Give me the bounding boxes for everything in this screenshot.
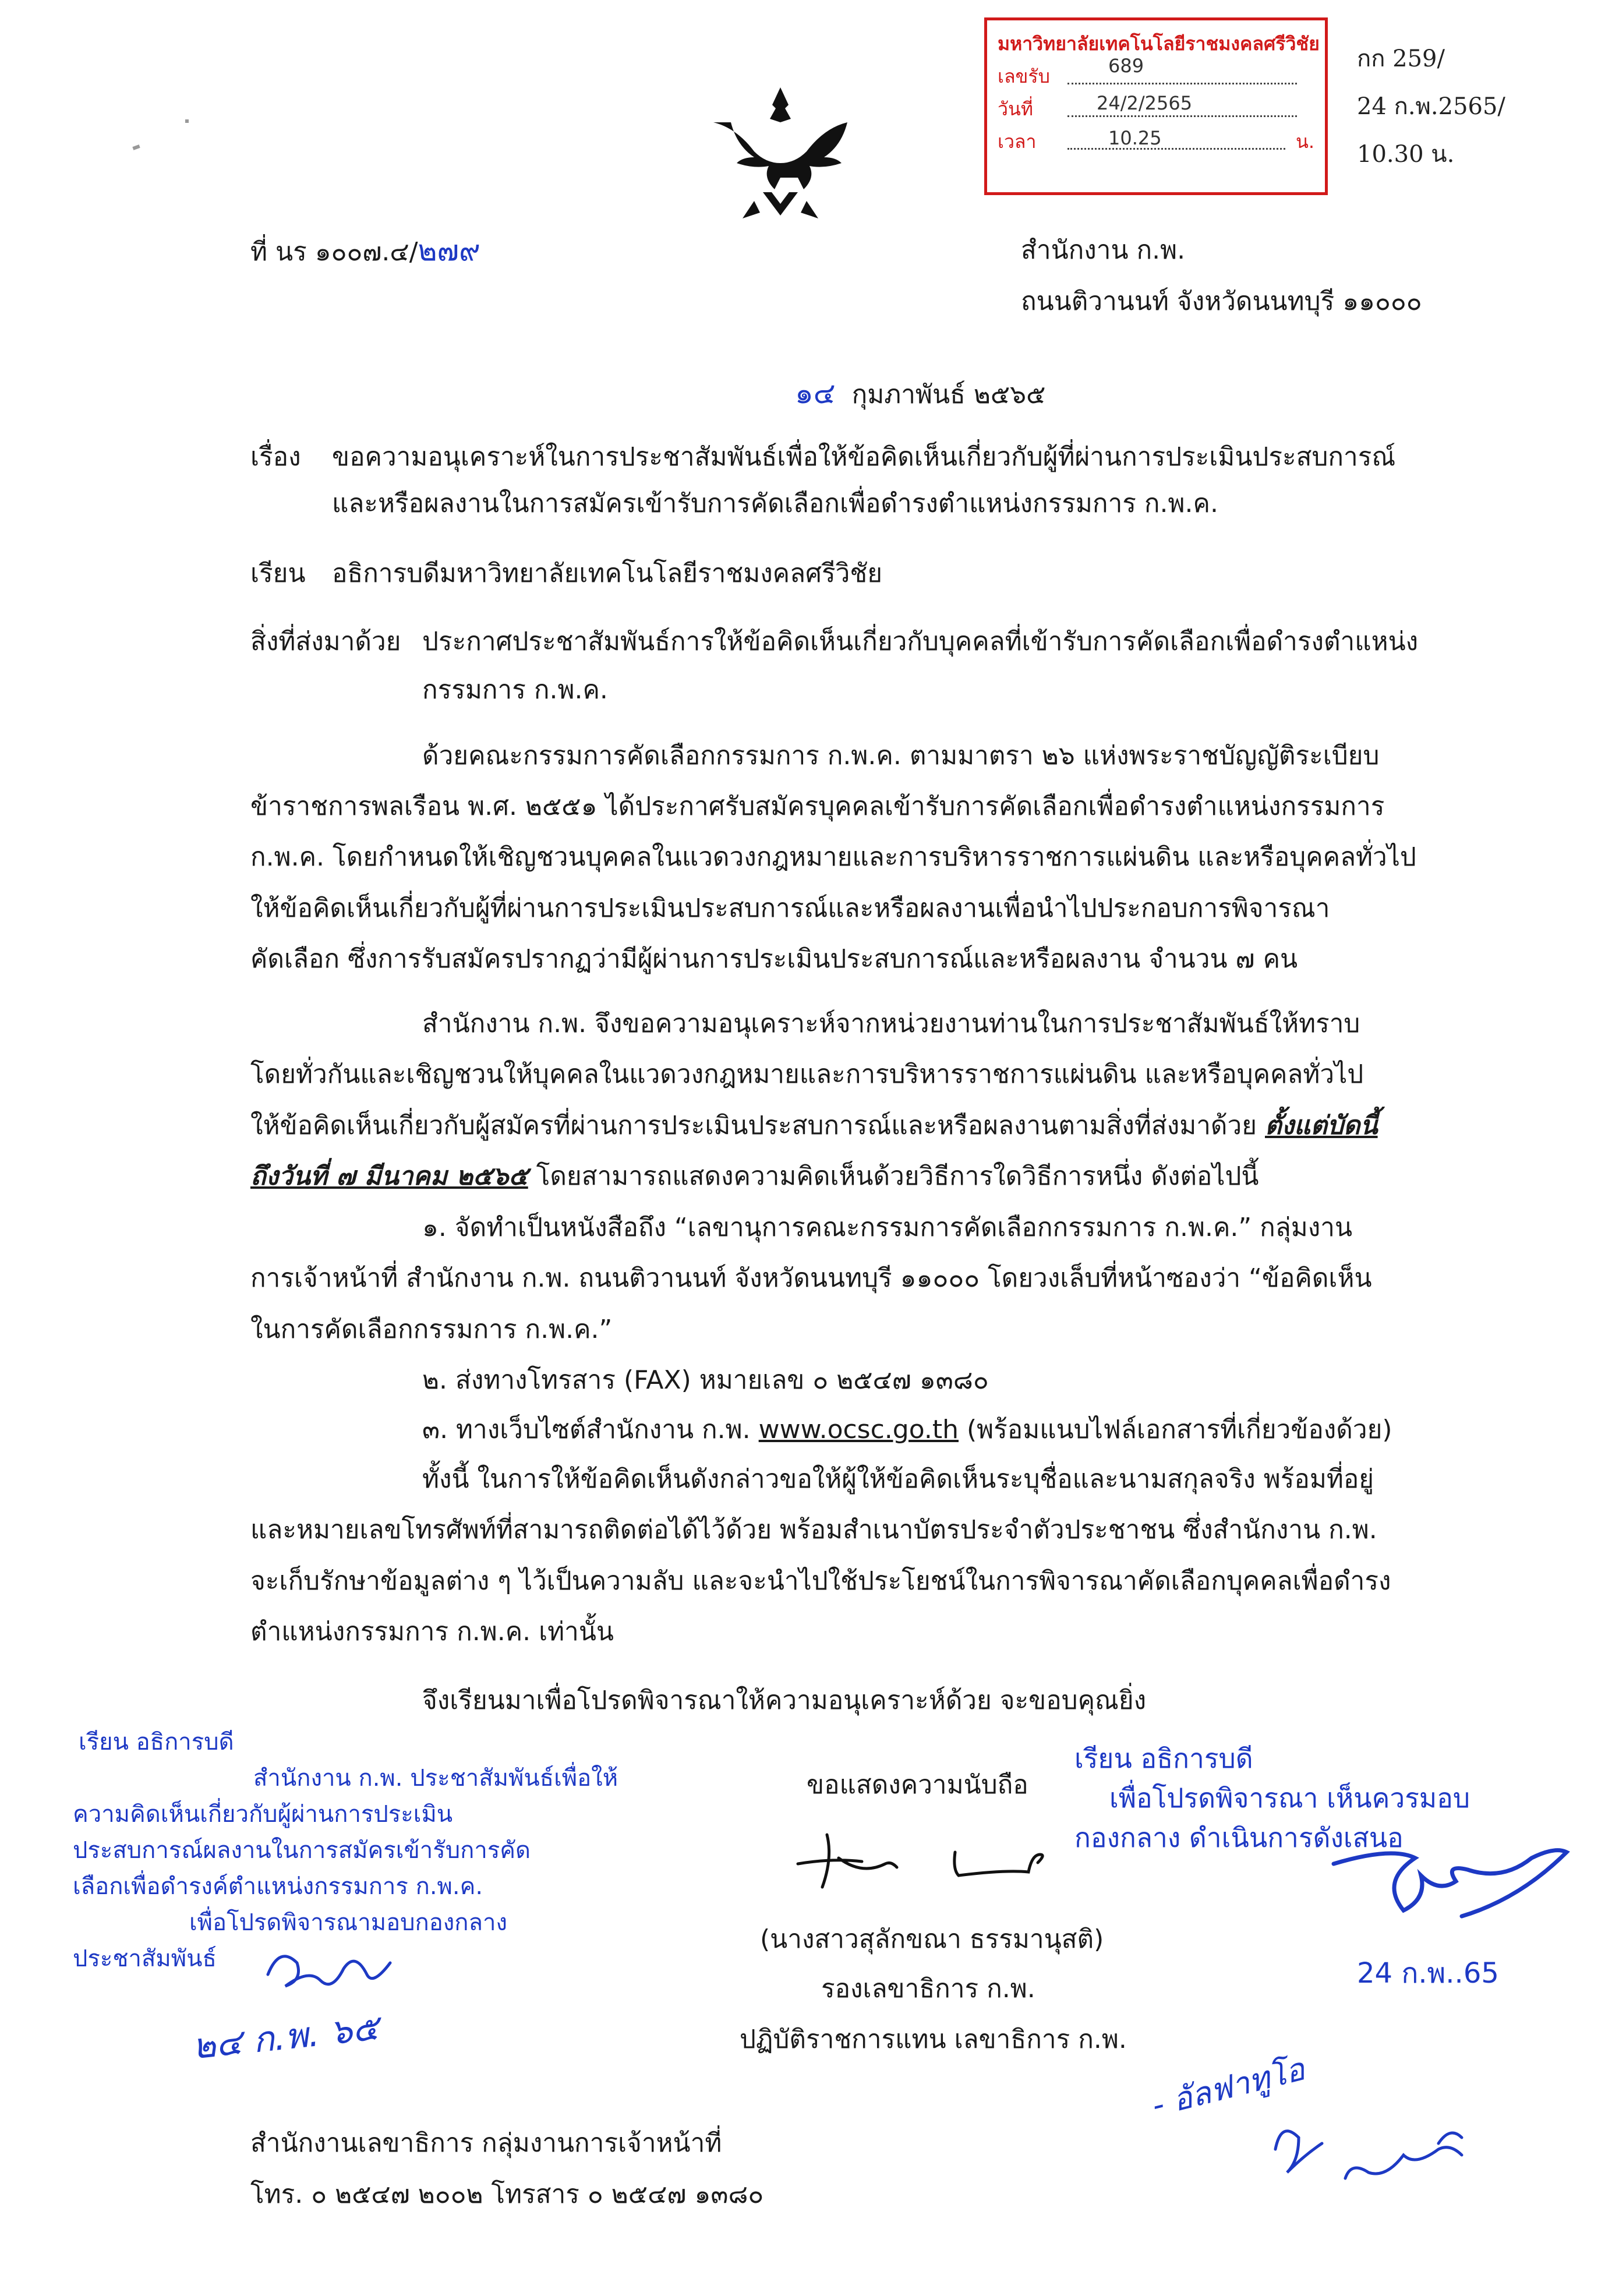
- left-note-line: เลือกเพื่อดำรงค์ตำแหน่งกรรมการ ก.พ.ค.: [73, 1873, 483, 1900]
- office-address: ถนนติวานนท์ จังหวัดนนทบุรี ๑๑๐๐๐: [1021, 287, 1422, 316]
- regards: ขอแสดงความนับถือ: [807, 1770, 1028, 1800]
- subject-line-1: ขอความอนุเคราะห์ในการประชาสัมพันธ์เพื่อให้ข้อคิดเห็นเกี่ยวกับผู้ที่ผ่านการประเมินประสบการณ์: [332, 442, 1396, 472]
- letter-date: [795, 376, 1045, 412]
- garuda-emblem: [708, 82, 853, 227]
- recipient-text: อธิการบดีมหาวิทยาลัยเทคโนโลยีราชมงคลศรีวิชัย: [332, 559, 882, 588]
- footer-contact: โทร. ๐ ๒๕๔๗ ๒๐๐๒ โทรสาร ๐ ๒๕๔๗ ๑๓๘๐: [250, 2180, 764, 2209]
- stamp-time-value: 10.25: [1108, 127, 1162, 149]
- item-1-line: การเจ้าหน้าที่ สำนักงาน ก.พ. ถนนติวานนท์ จังหวัดนนทบุรี ๑๑๐๐๐ โดยวงเล็บที่หน้าซองว่า “ข้อคิดเห็น: [250, 1263, 1372, 1293]
- paragraph-3-line: ตำแหน่งกรรมการ ก.พ.ค. เท่านั้น: [250, 1617, 614, 1647]
- scan-mark: [132, 144, 140, 150]
- paragraph-1-line: ข้าราชการพลเรือน พ.ศ. ๒๕๕๑ ได้ประกาศรับสมัครบุคคลเข้ารับการคัดเลือกเพื่อดำรงตำแหน่งกรรมการ: [250, 792, 1385, 821]
- enclosure-line-1: ประกาศประชาสัมพันธ์การให้ข้อคิดเห็นเกี่ยวกับบุคคลที่เข้ารับการคัดเลือกเพื่อดำรงตำแหน่ง: [422, 627, 1419, 656]
- right-note-line: เพื่อโปรดพิจารณา เห็นควรมอบ: [1109, 1782, 1470, 1814]
- recipient-label: เรียน: [250, 559, 306, 588]
- paragraph-1-line: ให้ข้อคิดเห็นเกี่ยวกับผู้ที่ผ่านการประเมินประสบการณ์และหรือผลงานเพื่อนำไปประกอบการพิจารณา: [250, 893, 1330, 923]
- paragraph-3-line: และหมายเลขโทรศัพท์ที่สามารถติดต่อได้ไว้ด้วย พร้อมสำเนาบัตรประจำตัวประชาชน ซึ่งสำนักงาน ก.พ.: [250, 1515, 1377, 1545]
- left-note-line: ประชาสัมพันธ์: [73, 1945, 217, 1972]
- right-note-signature: [1328, 1841, 1596, 1934]
- stamp-date-value: 24/2/2565: [1097, 92, 1193, 114]
- enclosure-label: สิ่งที่ส่งมาด้วย: [250, 627, 401, 656]
- handwritten-line: 10.30 น.: [1357, 141, 1455, 168]
- left-note-line: เพื่อโปรดพิจารณามอบกองกลาง: [189, 1909, 507, 1936]
- paragraph-1-line: ด้วยคณะกรรมการคัดเลือกกรรมการ ก.พ.ค. ตามมาตรา ๒๖ แห่งพระราชบัญญัติระเบียบ: [422, 741, 1380, 771]
- paragraph-2-tail: โดยสามารถแสดงความคิดเห็นด้วยวิธีการใดวิธีการหนึ่ง ดังต่อไปนี้: [536, 1161, 1259, 1191]
- item-1-line: ในการคัดเลือกกรรมการ ก.พ.ค.”: [250, 1315, 613, 1344]
- left-handwritten-note: [73, 1724, 618, 1977]
- letter-date-day-handwritten: ๑๔: [795, 376, 836, 410]
- handwritten-line: กก 259/: [1357, 45, 1445, 72]
- handwritten-line: 24 ก.พ.2565/: [1357, 93, 1505, 120]
- stamp-time-suffix: น.: [1295, 130, 1314, 153]
- office-name: สำนักงาน ก.พ.: [1021, 235, 1186, 265]
- stamp-time-label: เวลา: [998, 130, 1037, 153]
- paragraph-1-line: ก.พ.ค. โดยกำหนดให้เชิญชวนบุคคลในแวดวงกฎหมายและการบริหารราชการแผ่นดิน และหรือบุคคลทั่วไป: [250, 842, 1416, 872]
- reference-number: [250, 233, 480, 270]
- subject-label: เรื่อง: [250, 442, 301, 472]
- scan-mark: [185, 119, 189, 123]
- signer-position: รองเลขาธิการ ก.พ.: [821, 1974, 1035, 2004]
- paragraph-2-line: สำนักงาน ก.พ. จึงขอความอนุเคราะห์จากหน่วยงานท่านในการประชาสัมพันธ์ให้ทราบ: [422, 1009, 1360, 1039]
- item-2: ๒. ส่งทางโทรสาร (FAX) หมายเลข ๐ ๒๕๔๗ ๑๓๘๐: [422, 1365, 989, 1395]
- item-3: [422, 1412, 1392, 1447]
- paragraph-2-line: [250, 1159, 1259, 1194]
- item-3-text: ๓. ทางเว็บไซต์สำนักงาน ก.พ.: [422, 1415, 751, 1444]
- paragraph-3-line: จะเก็บรักษาข้อมูลต่าง ๆ ไว้เป็นความลับ และจะนำไปใช้ประโยชน์ในการพิจารณาคัดเลือกบุคคลเพื่อดำรง: [250, 1566, 1391, 1596]
- stamp-time-row: [998, 125, 1314, 158]
- item-1-line: ๑. จัดทำเป็นหนังสือถึง “เลขานุการคณะกรรมการคัดเลือกกรรมการ ก.พ.ค.” กลุ่มงาน: [422, 1213, 1353, 1242]
- signer-acting-position: ปฏิบัติราชการแทน เลขาธิการ ก.พ.: [740, 2025, 1127, 2054]
- right-note-extra: - อัลฟาทูโอ: [1148, 2050, 1309, 2124]
- stamp-university: มหาวิทยาลัยเทคโนโลยีราชมงคลศรีวิชัย: [998, 33, 1320, 55]
- left-note-line: เรียน อธิการบดี: [79, 1729, 234, 1755]
- letter-date-month-year: กุมภาพันธ์ ๒๕๖๕: [851, 380, 1046, 409]
- bottom-right-initials: [1264, 2103, 1508, 2190]
- item-3-text: (พร้อมแนบไฟล์เอกสารที่เกี่ยวข้องด้วย): [966, 1415, 1392, 1444]
- reference-number-handwritten: ๒๗๙: [418, 234, 480, 267]
- stamp-recv-no: 689: [1108, 55, 1144, 77]
- paragraph-3-line: ทั้งนี้ ในการให้ข้อคิดเห็นดังกล่าวขอให้ผู้ให้ข้อคิดเห็นระบุชื่อและนามสกุลจริง พร้อมที่อยู่: [422, 1464, 1374, 1494]
- received-stamp: [984, 17, 1328, 195]
- deadline-end-emphasis: ถึงวันที่ ๗ มีนาคม ๒๕๖๕: [250, 1161, 528, 1191]
- signer-signature: [792, 1817, 1072, 1899]
- left-note-signature: [256, 1940, 419, 2004]
- right-note-date: 24 ก.พ..65: [1357, 1957, 1499, 1990]
- stamp-date-label: วันที่: [998, 98, 1033, 120]
- paragraph-2-text: ให้ข้อคิดเห็นเกี่ยวกับผู้สมัครที่ผ่านการประเมินประสบการณ์และหรือผลงานตามสิ่งที่ส่งมาด้วย: [250, 1111, 1257, 1140]
- closing-sentence: จึงเรียนมาเพื่อโปรดพิจารณาให้ความอนุเคราะห์ด้วย จะขอบคุณยิ่ง: [422, 1686, 1147, 1715]
- left-note-line: ประสบการณ์ผลงานในการสมัครเข้ารับการคัด: [73, 1837, 531, 1864]
- reference-number-printed: ที่ นร ๑๐๐๗.๔/: [250, 237, 418, 267]
- left-note-line: ความคิดเห็นเกี่ยวกับผู้ผ่านการประเมิน: [73, 1801, 453, 1828]
- right-note-line: กองกลาง ดำเนินการดังเสนอ: [1074, 1822, 1404, 1853]
- signer-name: (นางสาวสุลักขณา ธรรมานุสติ): [760, 1924, 1104, 1954]
- paragraph-1-line: คัดเลือก ซึ่งการรับสมัครปรากฏว่ามีผู้ผ่านการประเมินประสบการณ์และหรือผลงาน จำนวน ๗ คน: [250, 944, 1298, 974]
- ocsc-website-link[interactable]: www.ocsc.go.th: [758, 1415, 959, 1444]
- right-handwritten-note: [1074, 1739, 1470, 1857]
- handwritten-receipt-note: [1357, 35, 1505, 178]
- footer-department: สำนักงานเลขาธิการ กลุ่มงานการเจ้าหน้าที่: [250, 2128, 722, 2158]
- enclosure-line-2: กรรมการ ก.พ.ค.: [422, 675, 608, 705]
- left-note-line: สำนักงาน ก.พ. ประชาสัมพันธ์เพื่อให้: [253, 1765, 618, 1792]
- subject-line-2: และหรือผลงานในการสมัครเข้ารับการคัดเลือกเพื่อดำรงตำแหน่งกรรมการ ก.พ.ค.: [332, 489, 1218, 518]
- right-note-line: เรียน อธิการบดี: [1074, 1743, 1253, 1774]
- paragraph-2-line: [250, 1108, 1378, 1143]
- stamp-date-row: [998, 93, 1314, 125]
- left-note-date: ๒๔ ก.พ. ๖๕: [190, 2007, 381, 2068]
- deadline-start-emphasis: ตั้งแต่บัดนี้: [1265, 1111, 1378, 1140]
- paragraph-2-line: โดยทั่วกันและเชิญชวนให้บุคคลในแวดวงกฎหมายและการบริหารราชการแผ่นดิน และหรือบุคคลทั่วไป: [250, 1059, 1364, 1089]
- stamp-recv-label: เลขรับ: [998, 65, 1050, 87]
